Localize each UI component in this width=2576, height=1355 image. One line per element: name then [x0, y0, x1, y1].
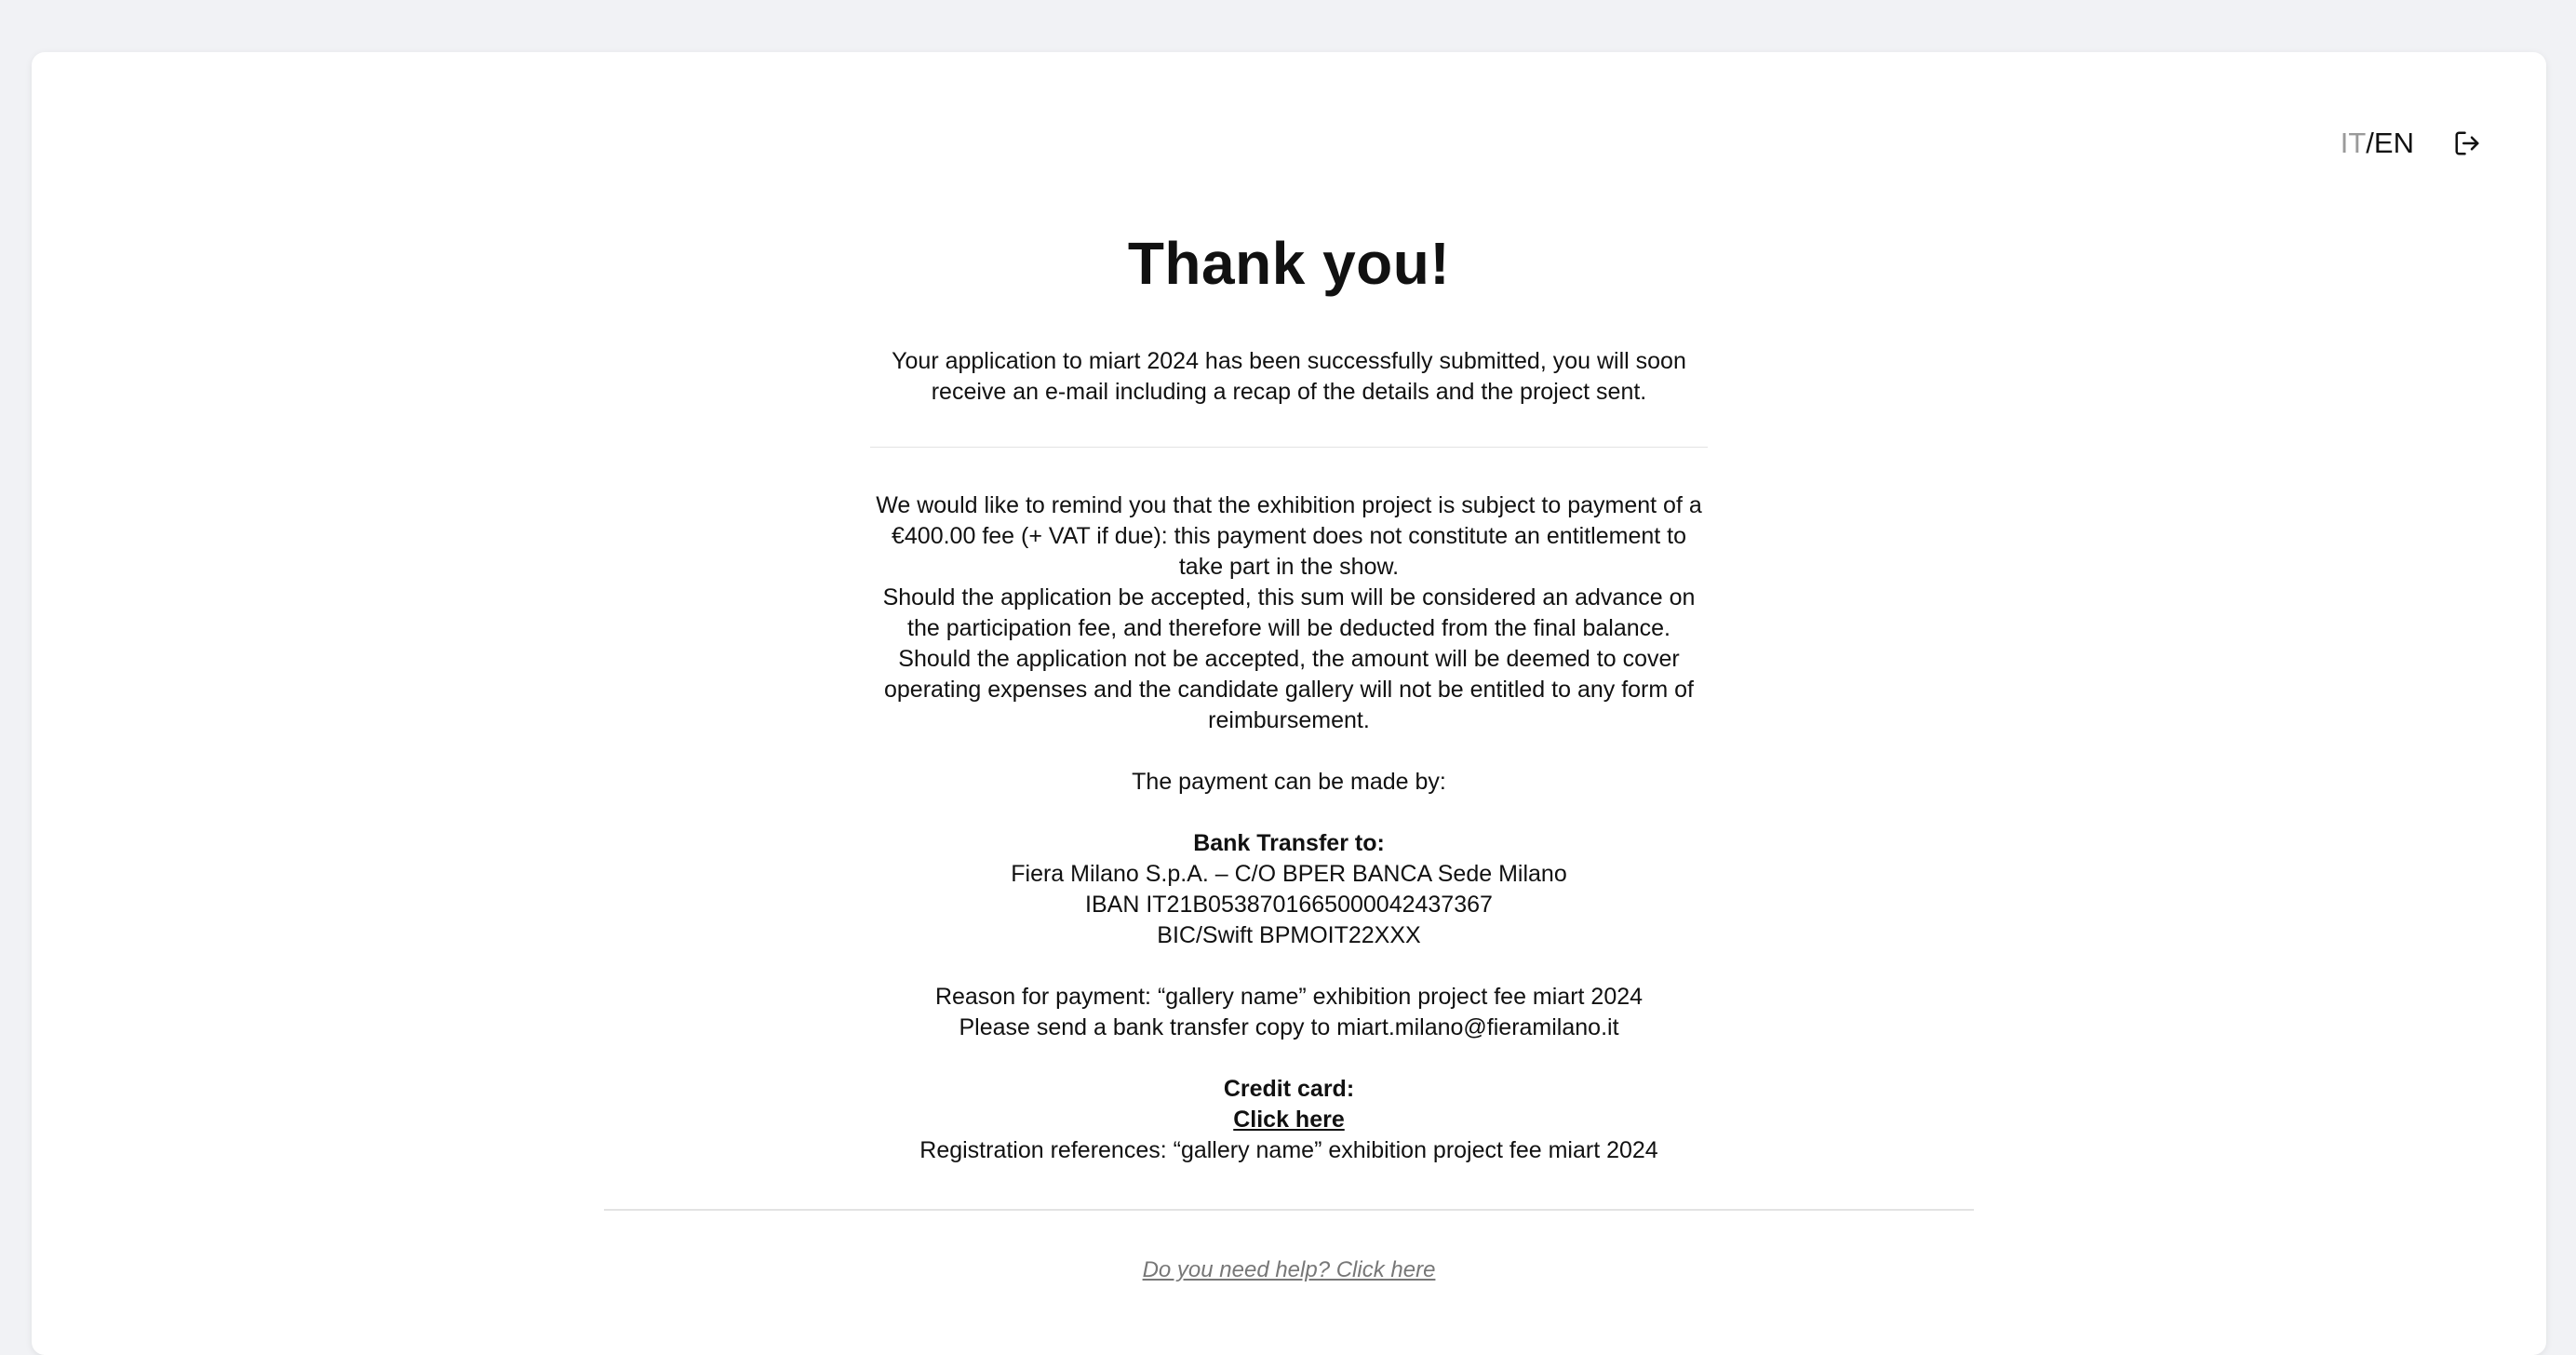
bank-iban: IBAN IT21B0538701665000042437367	[1085, 892, 1493, 918]
logout-icon[interactable]	[2453, 129, 2481, 157]
submission-confirmation-text: Your application to miart 2024 has been successfully submitted, you will soon receive an e-mail including a recap of the details and the project sent.	[892, 348, 1686, 405]
bank-beneficiary: Fiera Milano S.p.A. – C/O BPER BANCA Sede Milano	[1011, 861, 1567, 887]
help-link[interactable]: Do you need help? Click here	[1142, 1257, 1436, 1282]
notice-paragraph-fee: We would like to remind you that the exhibition project is subject to payment of a €400.00 fee (+ VAT if due): this payment does not constitute an entitlement to take part in the show.	[876, 492, 1702, 580]
notice-paragraph-not-accepted: Should the application not be accepted, the amount will be deemed to cover operating expenses and the candidate gallery will not be entitled to any form of reimbursement.	[884, 646, 1694, 733]
language-switcher	[2341, 127, 2414, 160]
lang-separator: /	[2366, 127, 2374, 159]
registration-references: Registration references: “gallery name” exhibition project fee miart 2024	[919, 1137, 1658, 1163]
confirmation-content	[32, 229, 2546, 1283]
credit-card-link[interactable]: Click here	[1233, 1107, 1345, 1133]
bank-transfer-heading: Bank Transfer to:	[1193, 830, 1385, 856]
lang-en-link[interactable]: EN	[2373, 127, 2414, 159]
bank-bic: BIC/Swift BPMOIT22XXX	[1157, 922, 1421, 948]
main-card	[32, 52, 2546, 1355]
divider	[870, 447, 1708, 448]
lang-it-link[interactable]: IT	[2340, 127, 2367, 159]
payment-methods-intro: The payment can be made by:	[1132, 769, 1446, 795]
notice-paragraph-accepted: Should the application be accepted, this sum will be considered an advance on the participation fee, and therefore will be deducted from the final balance.	[882, 584, 1696, 641]
send-copy-instruction: Please send a bank transfer copy to miart.milano@fieramilano.it	[959, 1014, 1619, 1040]
header-toolbar	[2341, 127, 2481, 160]
payment-reason: Reason for payment: “gallery name” exhibition project fee miart 2024	[934, 984, 1644, 1010]
page-title: Thank you!	[1127, 230, 1451, 297]
credit-card-heading: Credit card:	[1223, 1076, 1355, 1102]
payment-notice	[870, 490, 1708, 1166]
footer-divider	[604, 1209, 1974, 1211]
